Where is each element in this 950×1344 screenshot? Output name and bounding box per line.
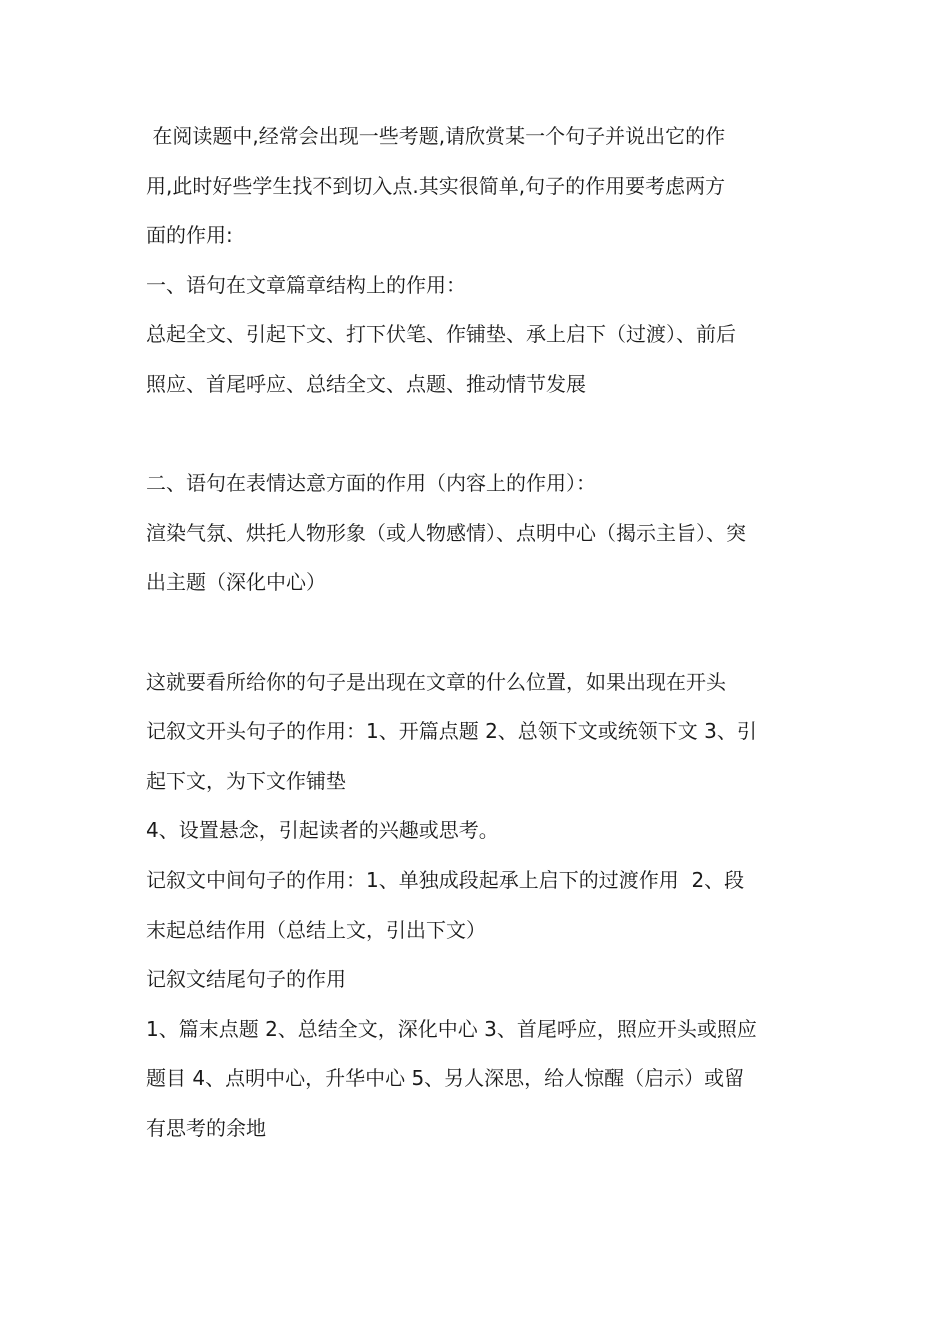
blank-line	[146, 410, 818, 460]
paragraph-line: 用,此时好些学生找不到切入点.其实很简单,句子的作用要考虑两方	[146, 173, 726, 198]
paragraph-line: 出主题（深化中心）	[146, 570, 326, 595]
paragraph-line: 记叙文结尾句子的作用	[146, 967, 346, 992]
paragraph-line: 有思考的余地	[146, 1115, 266, 1140]
section-heading-structure: 一、语句在文章篇章结构上的作用：	[146, 272, 466, 297]
paragraph-line: 总起全文、引起下文、打下伏笔、作铺垫、承上启下（过渡）、前后	[146, 322, 736, 347]
section-heading-content: 二、语句在表情达意方面的作用（内容上的作用）：	[146, 471, 596, 496]
paragraph-line: 记叙文中间句子的作用：1、单独成段起承上启下的过渡作用 2、段	[146, 867, 745, 892]
paragraph-line: 题目 4、点明中心，升华中心 5、另人深思，给人惊醒（启示）或留	[146, 1066, 745, 1091]
paragraph-line: 这就要看所给你的句子是出现在文章的什么位置，如果出现在开头	[146, 669, 726, 694]
paragraph-line: 末起总结作用（总结上文，引出下文）	[146, 917, 486, 942]
paragraph-line: 起下文，为下文作铺垫	[146, 768, 346, 793]
paragraph-line: 在阅读题中,经常会出现一些考题,请欣赏某一个句子并说出它的作	[146, 124, 726, 148]
blank-line	[146, 608, 818, 658]
paragraph-line: 1、篇末点题 2、总结全文，深化中心 3、首尾呼应，照应开头或照应	[146, 1016, 757, 1041]
paragraph-line: 记叙文开头句子的作用：1、开篇点题 2、总领下文或统领下文 3、引	[146, 719, 757, 744]
paragraph-line: 渲染气氛、烘托人物形象（或人物感情）、点明中心（揭示主旨）、突	[146, 520, 746, 545]
paragraph-line: 4、设置悬念，引起读者的兴趣或思考。	[146, 818, 499, 843]
paragraph-line: 照应、首尾呼应、总结全文、点题、推动情节发展	[146, 371, 586, 396]
document-body	[146, 112, 818, 1153]
paragraph-line: 面的作用:	[146, 223, 233, 248]
